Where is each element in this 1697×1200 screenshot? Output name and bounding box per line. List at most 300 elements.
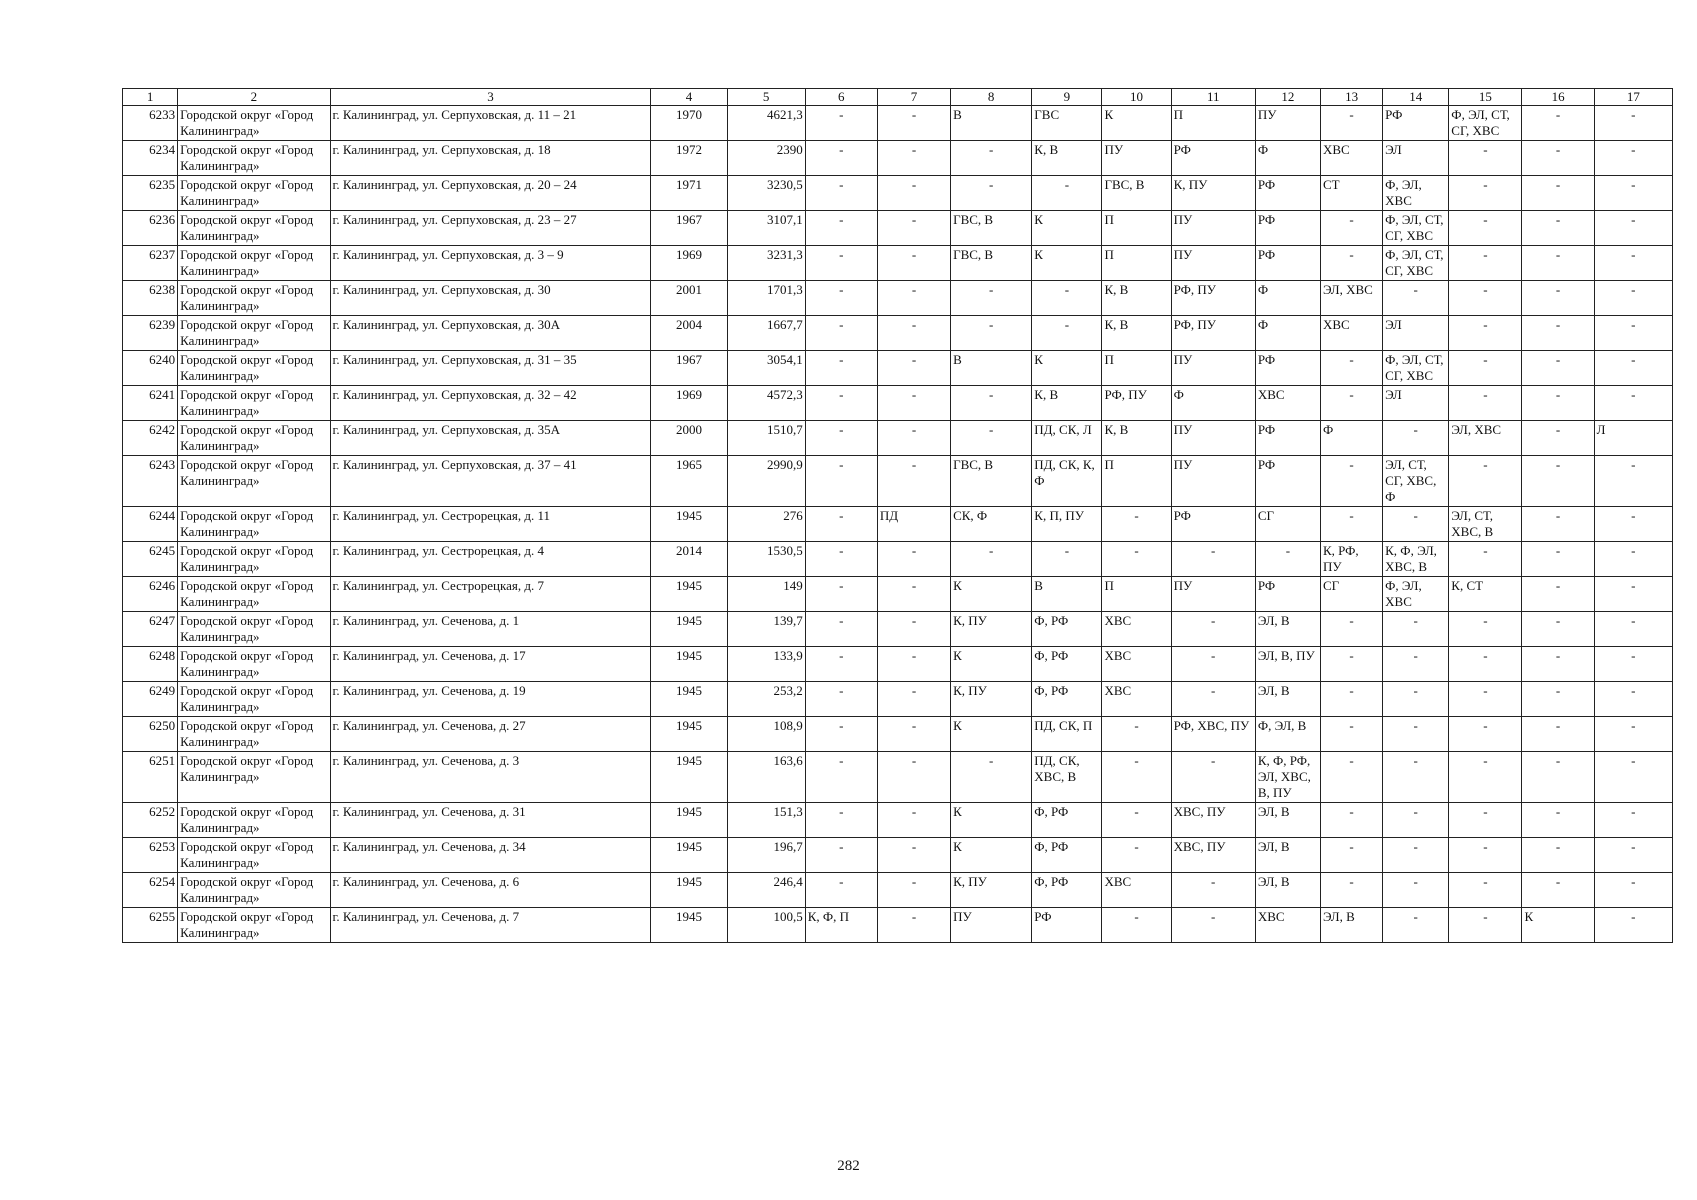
table-cell: К [1032, 351, 1102, 386]
table-row [123, 803, 1673, 838]
table-cell: 2014 [651, 542, 727, 577]
table-body [123, 106, 1673, 943]
table-cell: - [805, 507, 877, 542]
table-cell: 276 [727, 507, 805, 542]
table-row [123, 281, 1673, 316]
table-cell: ХВС, ПУ [1171, 803, 1255, 838]
table-cell: 246,4 [727, 873, 805, 908]
table-cell: - [1522, 682, 1594, 717]
table-cell: 1945 [651, 612, 727, 647]
table-cell: 6241 [123, 386, 178, 421]
table-cell: - [805, 612, 877, 647]
table-cell: - [1522, 456, 1594, 507]
table-cell: П [1171, 106, 1255, 141]
table-cell: 196,7 [727, 838, 805, 873]
column-header-6: 6 [805, 89, 877, 106]
table-cell: г. Калининград, ул. Серпуховская, д. 23 – 27 [330, 211, 651, 246]
table-cell: Городской округ «Город Калининград» [178, 141, 330, 176]
table-cell: Ф [1255, 316, 1320, 351]
table-cell: 6240 [123, 351, 178, 386]
table-cell: Городской округ «Город Калининград» [178, 717, 330, 752]
table-cell: ХВС [1320, 141, 1382, 176]
table-cell: - [877, 717, 950, 752]
table-row [123, 717, 1673, 752]
table-cell: Ф, ЭЛ, СТ, СГ, ХВС [1383, 211, 1449, 246]
table-cell: - [1383, 682, 1449, 717]
table-cell: - [1032, 281, 1102, 316]
table-cell: - [1320, 106, 1382, 141]
column-header-1: 1 [123, 89, 178, 106]
table-cell: П [1102, 351, 1171, 386]
table-cell: 6237 [123, 246, 178, 281]
table-cell: ГВС, В [951, 456, 1032, 507]
table-cell: - [1320, 752, 1382, 803]
table-cell: - [1449, 211, 1522, 246]
table-cell: - [1522, 351, 1594, 386]
table-cell: В [951, 106, 1032, 141]
table-cell: 6248 [123, 647, 178, 682]
table-cell: ЭЛ, В [1255, 612, 1320, 647]
table-cell: - [805, 803, 877, 838]
table-cell: - [1320, 386, 1382, 421]
table-cell: В [951, 351, 1032, 386]
table-cell: - [877, 803, 950, 838]
table-cell: - [877, 246, 950, 281]
table-cell: Городской округ «Город Калининград» [178, 682, 330, 717]
table-cell: - [951, 176, 1032, 211]
table-cell: 3231,3 [727, 246, 805, 281]
table-cell: 3054,1 [727, 351, 805, 386]
table-cell: Ф, РФ [1032, 612, 1102, 647]
table-cell: 6247 [123, 612, 178, 647]
table-cell: - [1383, 838, 1449, 873]
table-cell: - [1594, 176, 1672, 211]
table-cell: - [805, 281, 877, 316]
table-cell: - [1522, 211, 1594, 246]
table-cell: 6252 [123, 803, 178, 838]
table-cell: - [1594, 281, 1672, 316]
table-cell: - [877, 106, 950, 141]
table-cell: Городской округ «Город Калининград» [178, 647, 330, 682]
table-row [123, 577, 1673, 612]
table-cell: 1969 [651, 386, 727, 421]
table-cell: г. Калининград, ул. Сеченова, д. 1 [330, 612, 651, 647]
table-cell: - [1594, 211, 1672, 246]
table-cell: П [1102, 246, 1171, 281]
table-cell: Городской округ «Город Калининград» [178, 838, 330, 873]
table-cell: Ф [1320, 421, 1382, 456]
table-cell: Ф, РФ [1032, 873, 1102, 908]
table-cell: 6251 [123, 752, 178, 803]
table-cell: - [1320, 211, 1382, 246]
table-cell: К, П, ПУ [1032, 507, 1102, 542]
table-cell: - [805, 577, 877, 612]
table-cell: К, В [1102, 421, 1171, 456]
table-cell: - [1032, 316, 1102, 351]
table-row [123, 106, 1673, 141]
table-cell: СГ [1320, 577, 1382, 612]
table-cell: ПУ [1171, 577, 1255, 612]
table-header [123, 89, 1673, 106]
table-row [123, 316, 1673, 351]
table-cell: - [951, 421, 1032, 456]
table-cell: - [1449, 386, 1522, 421]
table-cell: - [1522, 106, 1594, 141]
table-row [123, 838, 1673, 873]
table-cell: 2004 [651, 316, 727, 351]
table-cell: - [1522, 421, 1594, 456]
table-cell: Ф, РФ [1032, 682, 1102, 717]
table-cell: Городской округ «Город Калининград» [178, 281, 330, 316]
table-cell: - [805, 647, 877, 682]
table-cell: К, В [1102, 316, 1171, 351]
table-row [123, 246, 1673, 281]
table-cell: 1945 [651, 908, 727, 943]
table-cell: К, В [1032, 141, 1102, 176]
table-cell: - [1102, 803, 1171, 838]
table-cell: Городской округ «Город Калининград» [178, 246, 330, 281]
table-cell: - [805, 141, 877, 176]
table-cell: 6239 [123, 316, 178, 351]
table-cell: СТ [1320, 176, 1382, 211]
table-cell: ХВС [1255, 908, 1320, 943]
table-cell: ХВС [1102, 612, 1171, 647]
table-cell: К [1032, 246, 1102, 281]
table-cell: Ф, РФ [1032, 838, 1102, 873]
table-row [123, 386, 1673, 421]
table-cell: - [951, 316, 1032, 351]
table-cell: ПД, СК, Л [1032, 421, 1102, 456]
table-cell: - [805, 542, 877, 577]
table-cell: - [1383, 717, 1449, 752]
table-cell: - [1594, 456, 1672, 507]
table-cell: РФ [1255, 351, 1320, 386]
table-cell: - [877, 281, 950, 316]
table-cell: - [1594, 612, 1672, 647]
table-cell: Городской округ «Город Калининград» [178, 421, 330, 456]
table-cell: К [951, 838, 1032, 873]
table-cell: Ф, ЭЛ, ХВС [1383, 176, 1449, 211]
table-cell: Ф, РФ [1032, 647, 1102, 682]
table-row [123, 647, 1673, 682]
table-cell: 1945 [651, 682, 727, 717]
table-cell: Ф [1255, 281, 1320, 316]
table-row [123, 507, 1673, 542]
table-row [123, 456, 1673, 507]
table-cell: ГВС, В [951, 246, 1032, 281]
table-cell: РФ [1171, 141, 1255, 176]
table-cell: ХВС [1320, 316, 1382, 351]
table-cell: - [877, 176, 950, 211]
table-cell: Городской округ «Город Калининград» [178, 316, 330, 351]
table-cell: г. Калининград, ул. Сеченова, д. 6 [330, 873, 651, 908]
column-header-4: 4 [651, 89, 727, 106]
table-cell: - [1383, 507, 1449, 542]
table-cell: г. Калининград, ул. Серпуховская, д. 30А [330, 316, 651, 351]
column-header-7: 7 [877, 89, 950, 106]
column-header-14: 14 [1383, 89, 1449, 106]
table-cell: Городской округ «Город Калининград» [178, 873, 330, 908]
table-cell: - [805, 717, 877, 752]
table-cell: Ф [1171, 386, 1255, 421]
table-cell: 6246 [123, 577, 178, 612]
table-cell: ЭЛ, В [1255, 838, 1320, 873]
table-cell: - [1594, 577, 1672, 612]
table-cell: 163,6 [727, 752, 805, 803]
table-cell: 108,9 [727, 717, 805, 752]
table-cell: РФ [1255, 456, 1320, 507]
column-header-15: 15 [1449, 89, 1522, 106]
table-cell: - [1522, 542, 1594, 577]
table-cell: ЭЛ, В [1320, 908, 1382, 943]
table-cell: 6255 [123, 908, 178, 943]
table-cell: - [877, 612, 950, 647]
table-cell: - [1449, 908, 1522, 943]
table-cell: Городской округ «Город Калининград» [178, 386, 330, 421]
table-cell: - [877, 316, 950, 351]
table-cell: г. Калининград, ул. Серпуховская, д. 37 – 41 [330, 456, 651, 507]
table-cell: 6243 [123, 456, 178, 507]
table-cell: 1530,5 [727, 542, 805, 577]
table-cell: 1945 [651, 873, 727, 908]
table-cell: Городской округ «Город Калининград» [178, 803, 330, 838]
table-cell: - [1320, 507, 1382, 542]
table-cell: - [1522, 507, 1594, 542]
table-cell: ЭЛ, В [1255, 682, 1320, 717]
table-cell: ПУ [1171, 211, 1255, 246]
table-cell: П [1102, 577, 1171, 612]
table-cell: - [1522, 281, 1594, 316]
table-cell: г. Калининград, ул. Серпуховская, д. 20 – 24 [330, 176, 651, 211]
table-cell: - [1102, 507, 1171, 542]
table-cell: - [951, 542, 1032, 577]
table-cell: - [877, 838, 950, 873]
table-cell: ХВС [1102, 682, 1171, 717]
table-cell: - [1449, 141, 1522, 176]
table-cell: 2990,9 [727, 456, 805, 507]
table-cell: 149 [727, 577, 805, 612]
table-cell: РФ [1255, 211, 1320, 246]
table-cell: - [877, 351, 950, 386]
table-cell: К [1522, 908, 1594, 943]
table-cell: - [1171, 682, 1255, 717]
table-cell: - [1522, 577, 1594, 612]
table-cell: - [1171, 542, 1255, 577]
table-cell: - [1449, 838, 1522, 873]
column-header-13: 13 [1320, 89, 1382, 106]
table-cell: 4572,3 [727, 386, 805, 421]
column-header-2: 2 [178, 89, 330, 106]
table-cell: ЭЛ, В, ПУ [1255, 647, 1320, 682]
table-cell: - [1449, 682, 1522, 717]
table-cell: ПУ [1171, 456, 1255, 507]
table-cell: 1945 [651, 507, 727, 542]
table-cell: - [1522, 803, 1594, 838]
table-cell: ХВС, ПУ [1171, 838, 1255, 873]
table-cell: ПД, СК, ХВС, В [1032, 752, 1102, 803]
table-cell: - [1594, 838, 1672, 873]
table-cell: г. Калининград, ул. Сестрорецкая, д. 4 [330, 542, 651, 577]
table-cell: - [1102, 752, 1171, 803]
table-cell: - [1449, 176, 1522, 211]
table-cell: - [1449, 803, 1522, 838]
table-cell: г. Калининград, ул. Сеченова, д. 17 [330, 647, 651, 682]
table-cell: ЭЛ, СТ, ХВС, В [1449, 507, 1522, 542]
table-row [123, 176, 1673, 211]
table-cell: - [1171, 612, 1255, 647]
table-cell: РФ, ПУ [1102, 386, 1171, 421]
table-cell: П [1102, 211, 1171, 246]
table-cell: - [1449, 351, 1522, 386]
table-cell: - [1449, 873, 1522, 908]
table-cell: ХВС [1102, 873, 1171, 908]
table-cell: - [805, 316, 877, 351]
table-cell: - [877, 141, 950, 176]
table-cell: - [1594, 246, 1672, 281]
table-row [123, 612, 1673, 647]
table-cell: - [1102, 838, 1171, 873]
table-cell: К, ПУ [951, 873, 1032, 908]
table-cell: г. Калининград, ул. Серпуховская, д. 31 – 35 [330, 351, 651, 386]
table-cell: 1972 [651, 141, 727, 176]
table-cell: Городской округ «Город Калининград» [178, 456, 330, 507]
table-cell: - [877, 752, 950, 803]
table-cell: Городской округ «Город Калининград» [178, 542, 330, 577]
table-row [123, 682, 1673, 717]
table-cell: К, В [1032, 386, 1102, 421]
table-cell: РФ [1383, 106, 1449, 141]
table-cell: Городской округ «Город Калининград» [178, 752, 330, 803]
table-cell: ГВС [1032, 106, 1102, 141]
table-cell: - [951, 752, 1032, 803]
table-cell: Городской округ «Город Калининград» [178, 106, 330, 141]
table-cell: - [1449, 456, 1522, 507]
table-cell: - [1594, 717, 1672, 752]
table-cell: - [877, 873, 950, 908]
table-cell: г. Калининград, ул. Серпуховская, д. 3 – 9 [330, 246, 651, 281]
table-cell: г. Калининград, ул. Сеченова, д. 3 [330, 752, 651, 803]
table-cell: Городской округ «Город Калининград» [178, 908, 330, 943]
table-cell: Ф [1255, 141, 1320, 176]
table-cell: г. Калининград, ул. Сеченова, д. 34 [330, 838, 651, 873]
table-cell: - [1594, 316, 1672, 351]
table-cell: ПД [877, 507, 950, 542]
table-cell: ПУ [1255, 106, 1320, 141]
table-cell: Городской округ «Город Калининград» [178, 507, 330, 542]
table-cell: - [1594, 507, 1672, 542]
table-cell: - [1594, 542, 1672, 577]
table-cell: 6233 [123, 106, 178, 141]
table-cell: ПУ [1171, 246, 1255, 281]
table-row [123, 542, 1673, 577]
table-cell: В [1032, 577, 1102, 612]
table-cell: - [1102, 717, 1171, 752]
table-cell: - [1383, 612, 1449, 647]
table-cell: - [951, 281, 1032, 316]
table-cell: 151,3 [727, 803, 805, 838]
table-cell: К, ПУ [951, 682, 1032, 717]
table-cell: К, В [1102, 281, 1171, 316]
table-cell: - [1032, 542, 1102, 577]
table-cell: - [1522, 176, 1594, 211]
table-cell: - [1522, 141, 1594, 176]
table-cell: 2001 [651, 281, 727, 316]
table-cell: Ф, РФ [1032, 803, 1102, 838]
table-cell: - [1171, 752, 1255, 803]
table-cell: - [805, 873, 877, 908]
table-cell: - [1449, 246, 1522, 281]
table-cell: - [877, 682, 950, 717]
table-cell: 6242 [123, 421, 178, 456]
table-cell: ГВС, В [1102, 176, 1171, 211]
table-cell: ПД, СК, К, Ф [1032, 456, 1102, 507]
table-cell: 4621,3 [727, 106, 805, 141]
table-cell: - [1522, 316, 1594, 351]
table-cell: - [877, 456, 950, 507]
table-cell: 6245 [123, 542, 178, 577]
table-cell: - [1102, 908, 1171, 943]
table-row [123, 351, 1673, 386]
table-cell: - [877, 577, 950, 612]
table-cell: - [805, 421, 877, 456]
table-cell: ГВС, В [951, 211, 1032, 246]
table-cell: РФ [1032, 908, 1102, 943]
column-header-16: 16 [1522, 89, 1594, 106]
table-cell: - [1449, 542, 1522, 577]
table-cell: - [877, 647, 950, 682]
table-cell: г. Калининград, ул. Сеченова, д. 31 [330, 803, 651, 838]
column-header-9: 9 [1032, 89, 1102, 106]
table-cell: 1945 [651, 803, 727, 838]
table-cell: - [1320, 456, 1382, 507]
table-cell: ЭЛ [1383, 316, 1449, 351]
column-header-17: 17 [1594, 89, 1672, 106]
table-cell: Ф, ЭЛ, СТ, СГ, ХВС [1449, 106, 1522, 141]
table-cell: ПУ [1171, 351, 1255, 386]
table-cell: РФ [1255, 176, 1320, 211]
table-cell: - [877, 542, 950, 577]
table-cell: - [1171, 908, 1255, 943]
table-cell: РФ, ПУ [1171, 316, 1255, 351]
table-cell: К [1102, 106, 1171, 141]
table-cell: - [1102, 542, 1171, 577]
table-cell: ХВС [1255, 386, 1320, 421]
table-cell: 1945 [651, 647, 727, 682]
table-cell: - [1171, 873, 1255, 908]
table-cell: - [1522, 752, 1594, 803]
table-cell: г. Калининград, ул. Серпуховская, д. 35А [330, 421, 651, 456]
table-cell: - [1449, 316, 1522, 351]
table-cell: Ф, ЭЛ, СТ, СГ, ХВС [1383, 246, 1449, 281]
table-cell: РФ, ХВС, ПУ [1171, 717, 1255, 752]
table-cell: Городской округ «Город Калининград» [178, 211, 330, 246]
table-cell: 6234 [123, 141, 178, 176]
column-header-8: 8 [951, 89, 1032, 106]
table-cell: - [1320, 838, 1382, 873]
table-cell: РФ [1255, 577, 1320, 612]
table-cell: - [805, 211, 877, 246]
table-cell: - [1449, 752, 1522, 803]
table-cell: 6235 [123, 176, 178, 211]
column-header-3: 3 [330, 89, 651, 106]
table-cell: - [1449, 612, 1522, 647]
table-cell: - [1594, 908, 1672, 943]
table-cell: - [1522, 838, 1594, 873]
table-cell: ПУ [1171, 421, 1255, 456]
table-cell: - [805, 838, 877, 873]
table-cell: РФ [1255, 246, 1320, 281]
table-cell: - [877, 908, 950, 943]
